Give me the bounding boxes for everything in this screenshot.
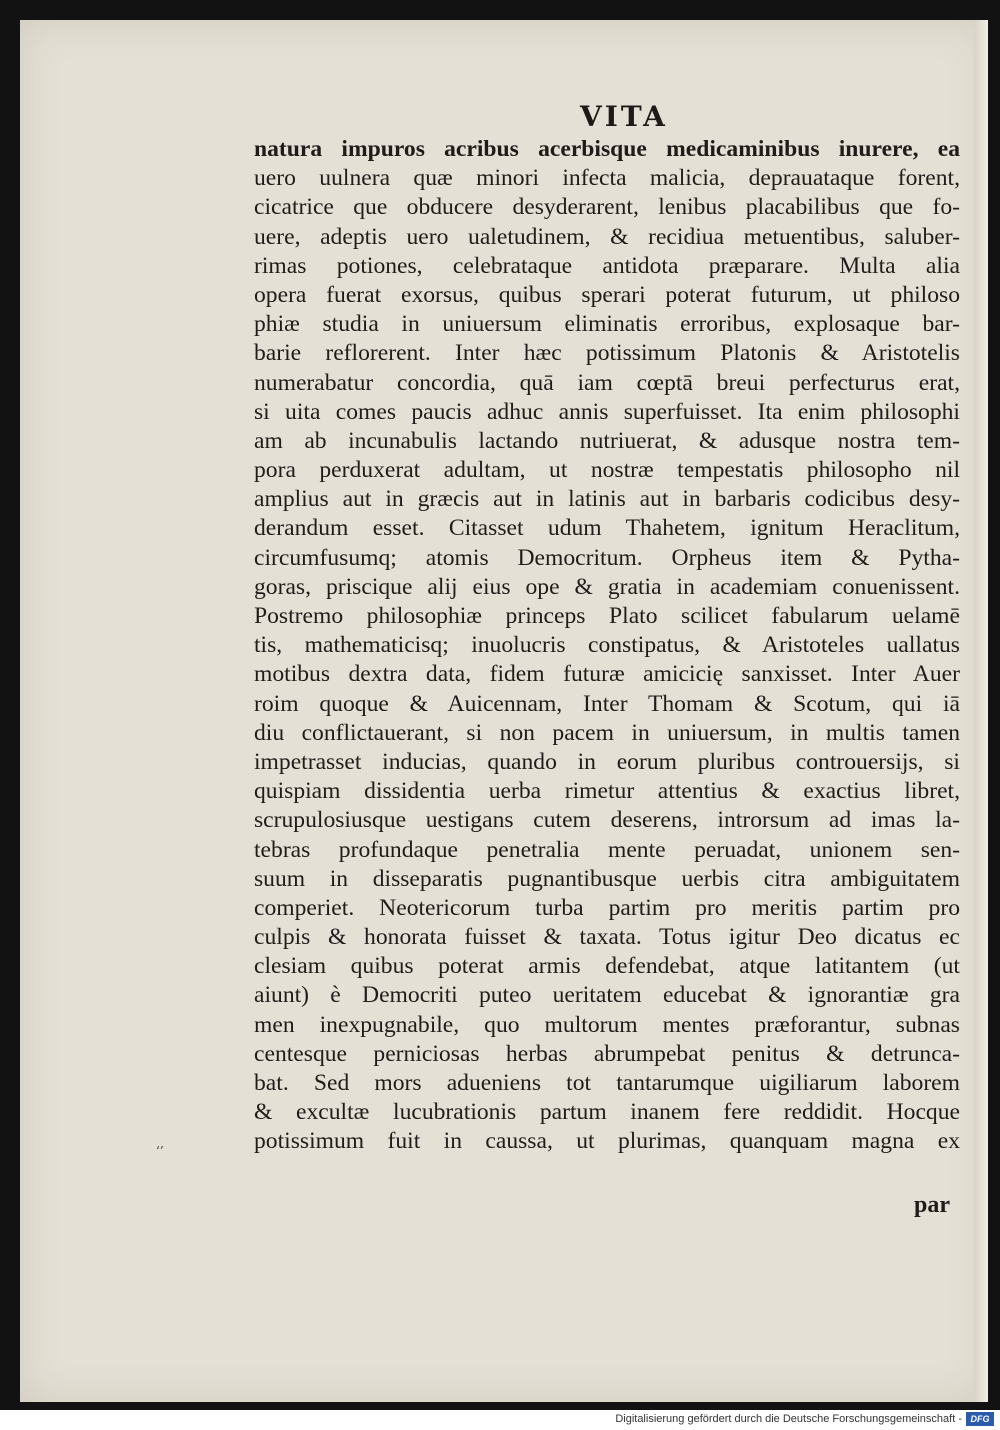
text-line: aiunt) è Democriti puteo ueritatem educebat & ignorantiæ gra — [254, 982, 960, 1009]
text-line: centesque perniciosas herbas abrumpebat penitus & detrunca- — [254, 1040, 960, 1067]
text-line: roim quoque & Auicennam, Inter Thomam & Scotum, qui iā — [254, 690, 960, 717]
text-line: rimas potiones, celebrataque antidota præparare. Multa alia — [254, 252, 960, 279]
text-line: numerabatur concordia, quā iam cœptā breui perfecturus erat, — [254, 369, 960, 396]
text-line: opera fuerat exorsus, quibus sperari poterat futurum, ut philoso — [254, 281, 960, 308]
text-line: cicatrice que obducere desyderarent, lenibus placabilibus que fo- — [254, 194, 960, 221]
text-line: derandum esset. Citasset udum Thahetem, ignitum Heraclitum, — [254, 515, 960, 542]
running-header: VITA — [580, 100, 668, 133]
text-line: am ab incunabulis lactando nutriuerat, & adusque nostra tem- — [254, 427, 960, 454]
text-line: si uita comes paucis adhuc annis superfuisset. Ita enim philosophi — [254, 398, 960, 425]
catchword: par — [914, 1192, 950, 1218]
text-line: diu conflictauerant, si non pacem in uniuersum, in multis tamen — [254, 719, 960, 746]
text-block — [254, 135, 960, 1157]
text-line: quispiam dissidentia uerba rimetur attentius & exactius libret, — [254, 778, 960, 805]
text-line: natura impuros acribus acerbisque medicaminibus inurere, ea — [254, 136, 960, 162]
text-line: motibus dextra data, fidem futuræ amicicię sanxisset. Inter Auer — [254, 661, 960, 688]
text-line: comperiet. Neotericorum turba partim pro meritis partim pro — [254, 894, 960, 921]
dfg-logo-icon[interactable]: DFG — [966, 1412, 994, 1426]
text-line: amplius aut in græcis aut in latinis aut in barbaris codicibus desy- — [254, 486, 960, 513]
text-line: phiæ studia in uniuersum eliminatis erroribus, explosaque bar- — [254, 311, 960, 338]
funding-credit: Digitalisierung gefördert durch die Deutsche Forschungsgemeinschaft - — [615, 1413, 962, 1425]
text-line: scrupulosiusque uestigans cutem deserens, introrsum ad imas la- — [254, 807, 960, 834]
text-line: culpis & honorata fuisset & taxata. Totus igitur Deo dicatus ec — [254, 924, 960, 951]
text-line: goras, priscique alij eius ope & gratia in academiam conuenissent. — [254, 573, 960, 600]
text-line: & excultæ lucubrationis partum inanem fere reddidit. Hocque — [254, 1099, 960, 1126]
text-line: impetrasset inducias, quando in eorum pluribus controuersijs, si — [254, 748, 960, 775]
text-line: clesiam quibus poterat armis defendebat, atque latitantem (ut — [254, 953, 960, 980]
text-line: tis, mathematicisq; inuolucris constipatus, & Aristoteles uallatus — [254, 632, 960, 659]
text-line: bat. Sed mors adueniens tot tantarumque uigiliarum laborem — [254, 1070, 960, 1096]
text-line: Postremo philosophiæ princeps Plato scilicet fabularum uelamē — [254, 603, 960, 629]
text-line: tebras profundaque penetralia mente peruadat, unionem sen- — [254, 836, 960, 863]
text-line: circumfusumq; atomis Democritum. Orpheus item & Pytha- — [254, 544, 960, 571]
text-line: barie reflorerent. Inter hæc potissimum Platonis & Aristotelis — [254, 340, 960, 367]
text-line: potissimum fuit in caussa, ut plurimas, quanquam magna ex — [254, 1128, 960, 1155]
margin-mark: ‘’ — [156, 1144, 164, 1158]
text-line: pora perduxerat adultam, ut nostræ tempestatis philosopho nil — [254, 457, 960, 484]
text-line: uere, adeptis uero ualetudinem, & recidiua metuentibus, saluber- — [254, 223, 960, 250]
text-line: uero uulnera quæ minori infecta malicia, deprauataque forent, — [254, 165, 960, 192]
page-edge — [974, 20, 988, 1402]
digitization-footer — [0, 1410, 1000, 1430]
text-line: suum in disseparatis pugnantibusque uerbis citra ambiguitatem — [254, 865, 960, 892]
text-line: men inexpugnabile, quo multorum mentes præforantur, subnas — [254, 1011, 960, 1038]
